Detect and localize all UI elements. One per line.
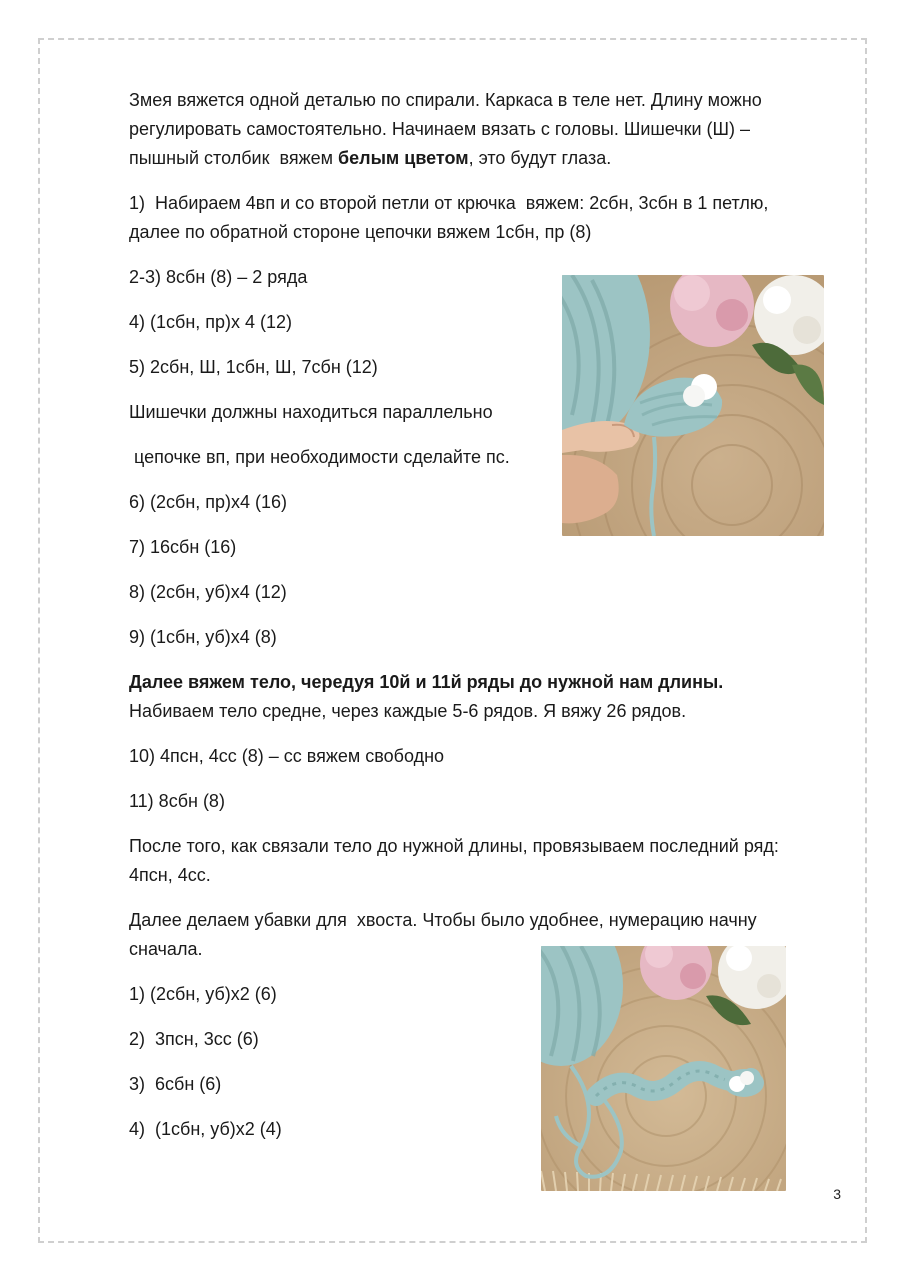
tail-row-1: 1) (2сбн, уб)х2 (6) bbox=[129, 984, 277, 1004]
snake-head-photo-art bbox=[562, 275, 824, 536]
row-1-line-2: далее по обратной стороне цепочки вяжем 1сбн, пр (8) bbox=[129, 222, 592, 242]
finished-snake-photo bbox=[541, 946, 786, 1191]
intro-line-3 bbox=[129, 144, 849, 173]
tail-row-4: 4) (1сбн, уб)х2 (4) bbox=[129, 1119, 282, 1139]
snake-head-photo bbox=[562, 275, 824, 536]
intro-line-3-post: , это будут глаза. bbox=[468, 148, 612, 168]
eyes-note-line-2: цепочке вп, при необходимости сделайте пс. bbox=[129, 447, 510, 467]
row-8: 8) (2сбн, уб)х4 (12) bbox=[129, 582, 287, 602]
intro-line-2: регулировать самостоятельно. Начинаем вязать с головы. Шишечки (Ш) – bbox=[129, 119, 751, 139]
row-11: 11) 8сбн (8) bbox=[129, 791, 225, 811]
eyes-note-line-1: Шишечки должны находиться параллельно bbox=[129, 402, 493, 422]
tail-intro-line-1: Далее делаем убавки для хвоста. Чтобы было удобнее, нумерацию начну bbox=[129, 910, 757, 930]
body-heading: Далее вяжем тело, чередуя 10й и 11й ряды до нужной нам длины. bbox=[129, 672, 724, 692]
last-row-line-1: После того, как связали тело до нужной длины, провязываем последний ряд: bbox=[129, 836, 779, 856]
row-1-line-1: 1) Набираем 4вп и со второй петли от крючка вяжем: 2сбн, 3сбн в 1 петлю, bbox=[129, 193, 769, 213]
row-6: 6) (2сбн, пр)х4 (16) bbox=[129, 492, 288, 512]
row-10: 10) 4псн, 4сс (8) – сс вяжем свободно bbox=[129, 746, 445, 766]
finished-snake-photo-art bbox=[541, 946, 786, 1191]
intro-line-3-bold: белым цветом bbox=[338, 148, 469, 168]
last-row-line-2: 4псн, 4сс. bbox=[129, 865, 211, 885]
row-4: 4) (1сбн, пр)х 4 (12) bbox=[129, 312, 293, 332]
tail-row-3: 3) 6сбн (6) bbox=[129, 1074, 222, 1094]
row-9: 9) (1сбн, уб)х4 (8) bbox=[129, 627, 277, 647]
row-2-3: 2-3) 8сбн (8) – 2 ряда bbox=[129, 267, 308, 287]
intro-line-3-pre: пышный столбик вяжем bbox=[129, 148, 338, 168]
tail-row-2: 2) 3псн, 3сс (6) bbox=[129, 1029, 259, 1049]
page-number: 3 bbox=[833, 1186, 841, 1202]
intro-line-1: Змея вяжется одной деталью по спирали. Каркаса в теле нет. Длину можно bbox=[129, 90, 762, 110]
body-stuffing-note: Набиваем тело средне, через каждые 5-6 рядов. Я вяжу 26 рядов. bbox=[129, 701, 687, 721]
row-7: 7) 16сбн (16) bbox=[129, 537, 237, 557]
row-5: 5) 2сбн, Ш, 1сбн, Ш, 7сбн (12) bbox=[129, 357, 378, 377]
tail-intro-line-2: сначала. bbox=[129, 939, 203, 959]
